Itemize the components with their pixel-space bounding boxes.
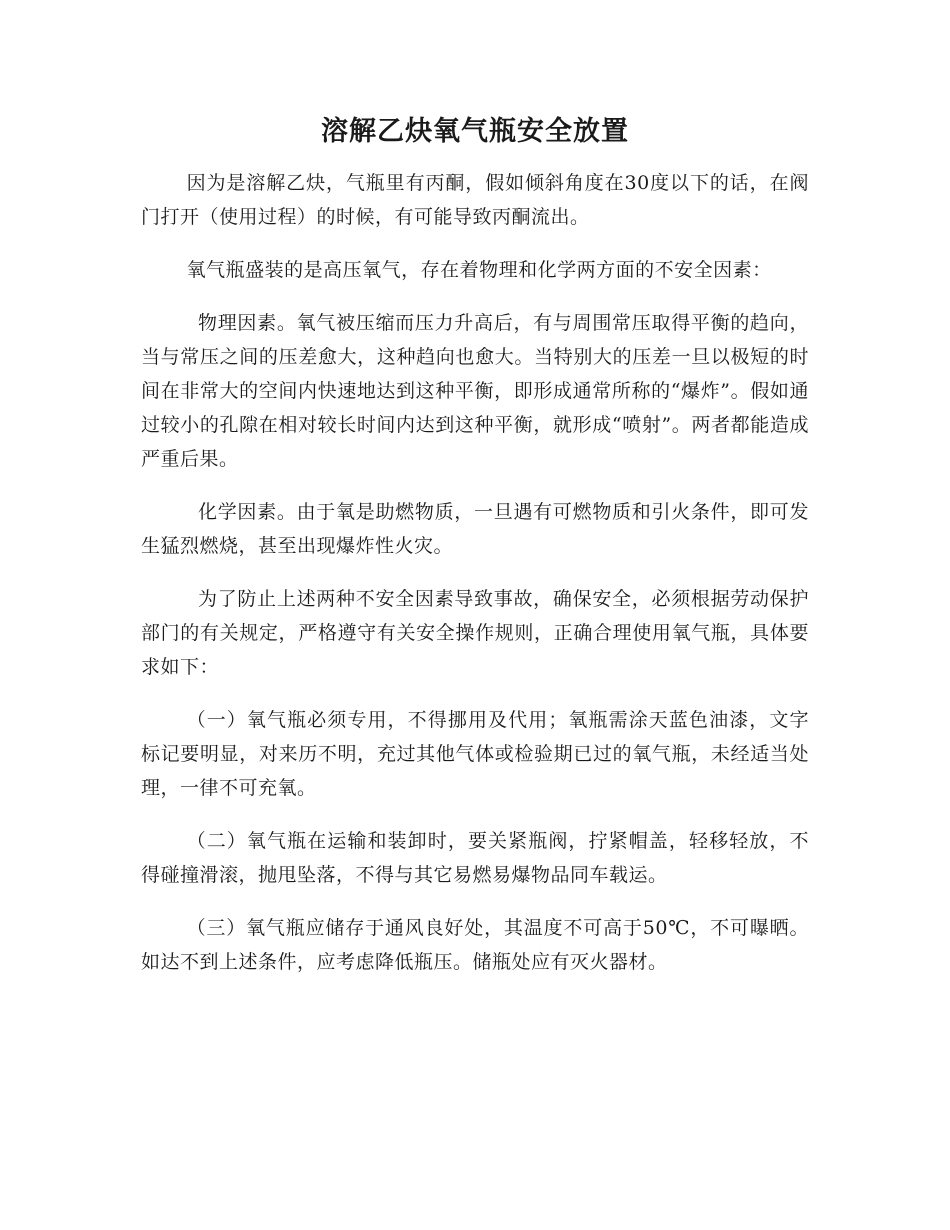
paragraph-rule-3: （三）氧气瓶应储存于通风良好处，其温度不可高于50℃，不可曝晒。如达不到上述条件，应考虑降低瓶压。储瓶处应有灭火器材。 (141, 917, 809, 973)
paragraph-chemical-factors: 化学因素。由于氧是助燃物质，一旦遇有可燃物质和引火条件，即可发生猛烈燃烧，甚至出现爆炸性火灾。 (141, 501, 809, 557)
paragraph-rule-2: （二）氧气瓶在运输和装卸时，要关紧瓶阀，拧紧帽盖，轻移轻放，不得碰撞滑滚，抛甩坠落，不得与其它易燃易爆物品同车载运。 (141, 830, 809, 886)
paragraph-rule-1: （一）氧气瓶必须专用，不得挪用及代用；氧瓶需涂天蓝色油漆，文字标记要明显，对来历不明，充过其他气体或检验期已过的氧气瓶，未经适当处理，一律不可充氧。 (141, 709, 809, 799)
document-body (141, 166, 809, 998)
document-title: 溶解乙炔氧气瓶安全放置 (321, 116, 629, 147)
paragraph-oxygen-hazards: 氧气瓶盛装的是高压氧气，存在着物理和化学两方面的不安全因素： (186, 259, 772, 281)
paragraph-requirements-intro: 为了防止上述两种不安全因素导致事故，确保安全，必须根据劳动保护部门的有关规定，严格遵守有关安全操作规则，正确合理使用氧气瓶，具体要求如下： (141, 588, 809, 678)
paragraph-physical-factors: 物理因素。氧气被压缩而压力升高后，有与周围常压取得平衡的趋向，当与常压之间的压差愈大，这种趋向也愈大。当特别大的压差一旦以极短的时间在非常大的空间内快速地达到这种平衡，即形成通常所称的“爆炸”。假如通过较小的孔隙在相对较长时间内达到这种平衡，就形成“喷射”。两者都能造成严重后果。 (141, 312, 809, 470)
paragraph-acetone: 因为是溶解乙炔，气瓶里有丙酮，假如倾斜角度在30度以下的话，在阀门打开（使用过程）的时候，有可能导致丙酮流出。 (141, 172, 809, 228)
